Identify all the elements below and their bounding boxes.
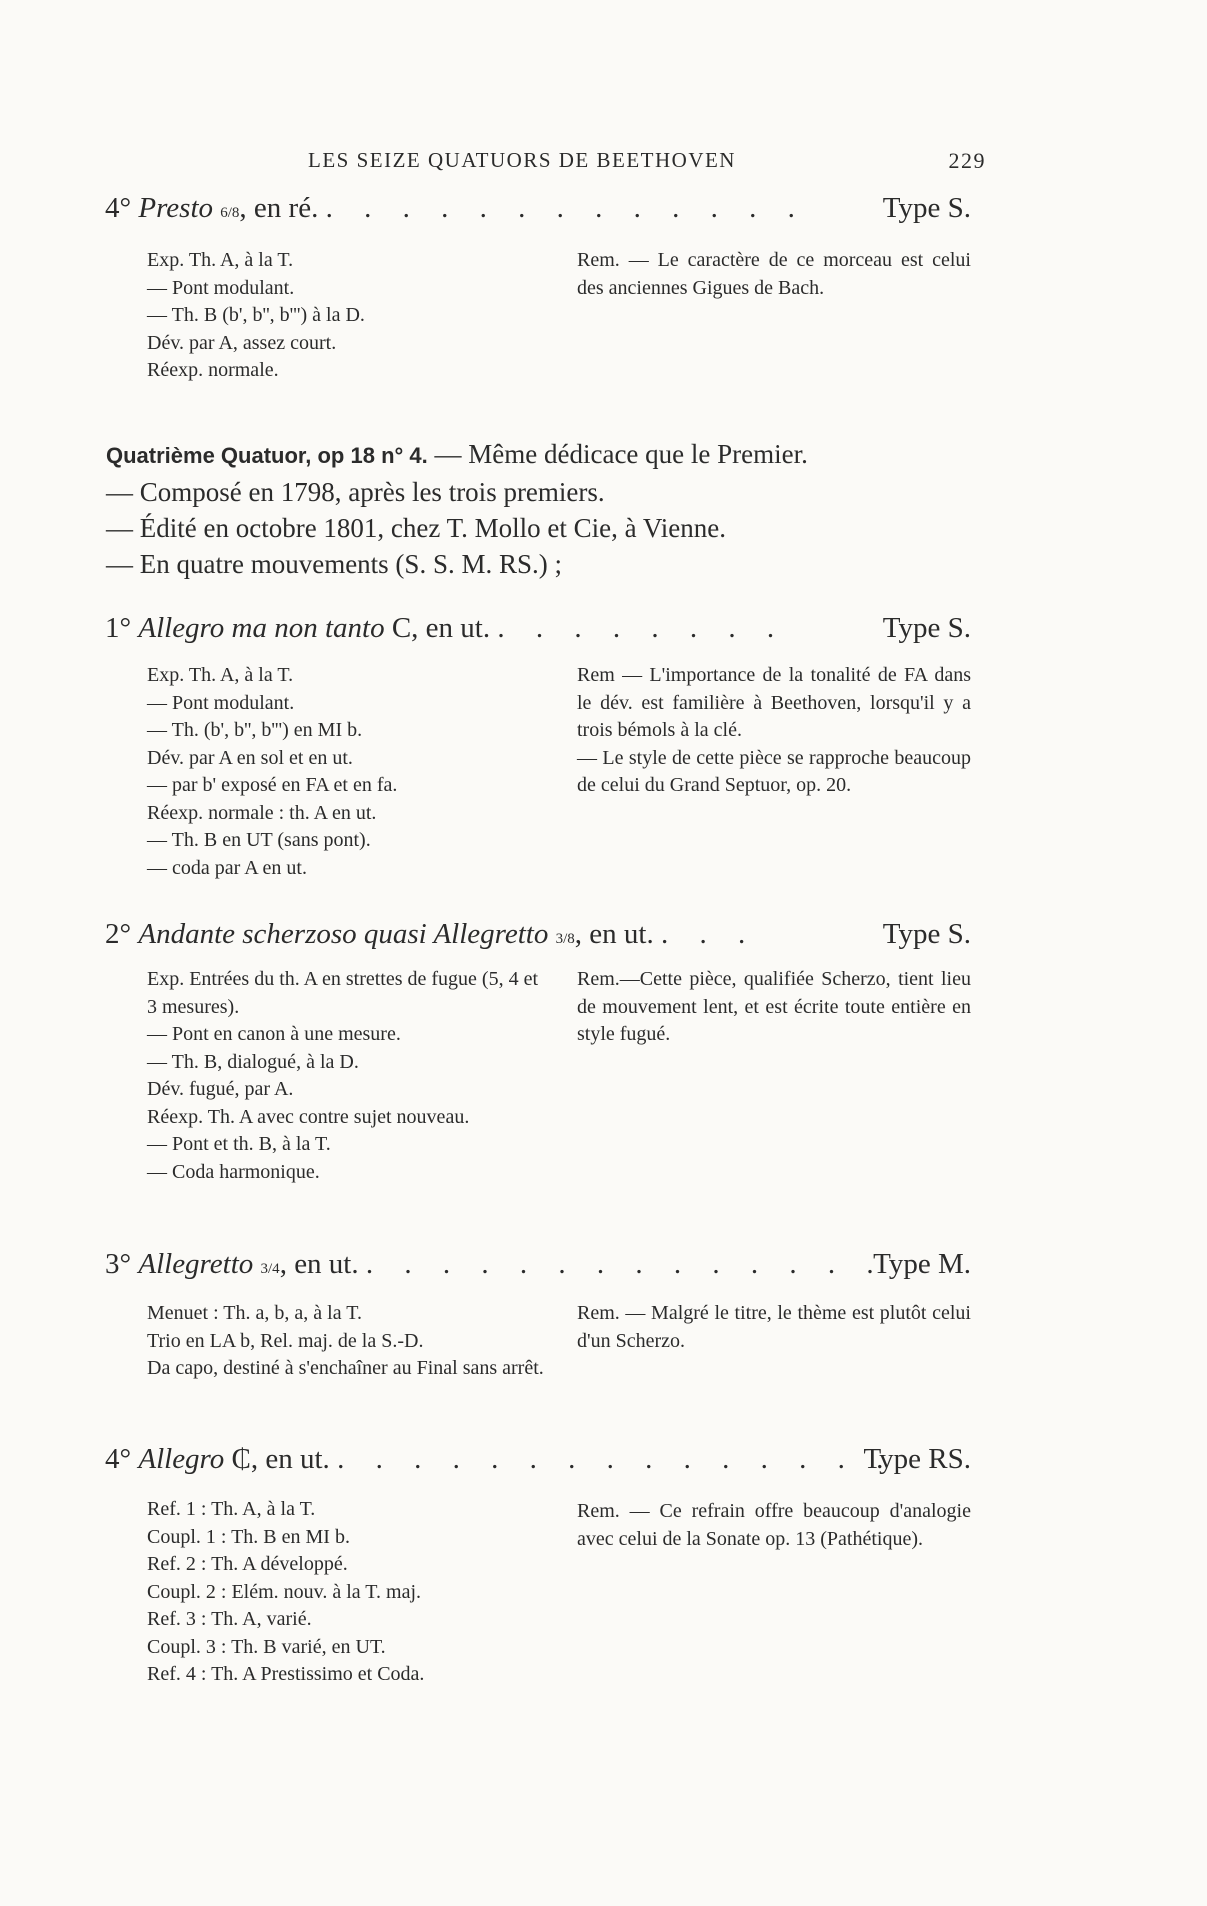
leader-dots: . . . . . . . . . . . . . . <box>365 1248 886 1280</box>
time-signature: 6/8 <box>220 205 240 221</box>
analysis-line: Coupl. 2 : Elém. nouv. à la T. maj. <box>147 1580 422 1603</box>
remark-presto <box>577 247 971 302</box>
analysis-left-presto <box>147 247 547 385</box>
page-number: 229 <box>948 148 986 173</box>
tempo-marking: Allegretto <box>138 1248 254 1280</box>
movement-type: Type S. <box>882 612 971 644</box>
leader-dots: . . . . . . . . <box>497 612 787 644</box>
quatuor-composed: — Composé en 1798, après les trois premiers. <box>106 477 605 507</box>
analysis-line: — coda par A en ut. <box>147 856 307 879</box>
analysis-line: — Th. B en UT (sans pont). <box>147 829 371 851</box>
leader-dots: . . . . . . . . . . . . . . . <box>337 1443 896 1475</box>
analysis-line: Dév. par A, assez court. <box>147 331 337 354</box>
quatuor-movements: — En quatre mouvements (S. S. M. RS.) ; <box>106 549 562 579</box>
running-title: LES SEIZE QUATUORS DE BEETHOVEN <box>308 148 736 172</box>
tempo-marking: Allegro ma non tanto <box>138 612 385 644</box>
remark-text: Rem. — Ce refrain offre beaucoup d'analogie avec celui de la Sonate op. 13 (Pathétique). <box>577 1500 971 1550</box>
analysis-left-3 <box>147 1300 547 1383</box>
remark-text: — Le style de cette pièce se rapproche beaucoup de celui du Grand Septuor, op. 20. <box>577 746 971 796</box>
movement-type: Type S. <box>882 918 971 950</box>
analysis-line: Exp. Th. A, à la T. <box>147 664 294 686</box>
running-header <box>300 148 986 178</box>
quatuor-title: Quatrième Quatuor, op 18 n° 4. <box>106 443 428 468</box>
leader-dots: . . . . . . . . . . . . . <box>325 192 807 224</box>
movement-number: 1° <box>105 612 132 644</box>
quatuor-edited: — Édité en octobre 1801, chez T. Mollo et Cie, à Vienne. <box>106 513 726 543</box>
analysis-line: Coupl. 1 : Th. B en MI b. <box>147 1525 350 1548</box>
analysis-line: Ref. 1 : Th. A, à la T. <box>147 1498 316 1520</box>
analysis-line: — Th. B, dialogué, à la D. <box>147 1050 359 1073</box>
quatuor-intro <box>106 436 972 582</box>
movement-heading-3 <box>105 1248 971 1284</box>
time-signature: 3/4 <box>260 1261 280 1277</box>
analysis-line: Réexp. Th. A avec contre sujet nouveau. <box>147 1105 470 1128</box>
movement-number: 3° <box>105 1248 132 1280</box>
tempo-marking: Presto <box>138 192 213 224</box>
analysis-line: — Th. B (b', b'', b''') à la D. <box>147 304 365 326</box>
analysis-line: Réexp. normale : th. A en ut. <box>147 801 377 824</box>
key-label: , en ré. <box>239 192 319 224</box>
analysis-line: Dév. fugué, par A. <box>147 1078 294 1100</box>
quatuor-dedication: — Même dédicace que le Premier. <box>434 439 808 469</box>
analysis-line: Ref. 3 : Th. A, varié. <box>147 1608 312 1630</box>
time-signature: C <box>391 612 412 644</box>
analysis-line: Dév. par A en sol et en ut. <box>147 746 353 769</box>
remark-text: Rem. — Malgré le titre, le thème est plutôt celui d'un Scherzo. <box>577 1302 971 1352</box>
movement-heading-2 <box>105 918 971 954</box>
analysis-line: Trio en LA b, Rel. maj. de la S.-D. <box>147 1329 424 1352</box>
analysis-line: — Th. (b', b'', b''') en MI b. <box>147 719 363 741</box>
remark-text: Rem.—Cette pièce, qualifiée Scherzo, tient lieu de mouvement lent, et est écrite toute entière en style fugué. <box>577 968 971 1045</box>
movement-heading-1 <box>105 612 971 648</box>
analysis-line: Ref. 4 : Th. A Prestissimo et Coda. <box>147 1663 425 1685</box>
movement-type: Type RS. <box>863 1443 971 1475</box>
movement-type: Type M. <box>873 1248 971 1280</box>
analysis-line: Da capo, destiné à s'enchaîner au Final sans arrêt. <box>147 1357 544 1379</box>
analysis-line: — Pont en canon à une mesure. <box>147 1023 401 1045</box>
tempo-marking: Andante scherzoso quasi Allegretto <box>138 918 549 950</box>
movement-heading-4 <box>105 1443 971 1479</box>
remark-text: Rem. — Le caractère de ce morceau est celui des anciennes Gigues de Bach. <box>577 249 971 299</box>
movement-number: 4° <box>105 192 132 224</box>
analysis-left-1 <box>147 662 547 882</box>
analysis-line: — Coda harmonique. <box>147 1160 320 1183</box>
remark-2 <box>577 966 971 1049</box>
key-label: , en ut. <box>574 918 654 950</box>
analysis-line: Ref. 2 : Th. A développé. <box>147 1553 348 1575</box>
analysis-line: Menuet : Th. a, b, a, à la T. <box>147 1302 362 1324</box>
key-label: , en ut. <box>411 612 491 644</box>
movement-heading-presto <box>105 192 971 228</box>
remark-4 <box>577 1498 971 1553</box>
key-label: , en ut. <box>279 1248 359 1280</box>
analysis-line: Coupl. 3 : Th. B varié, en UT. <box>147 1635 386 1658</box>
remark-text: Rem — L'importance de la tonalité de FA dans le dév. est familière à Beethoven, lorsqu'il y a trois bémols à la clé. <box>577 664 971 741</box>
time-signature: 3/8 <box>555 931 575 947</box>
analysis-line: — Pont modulant. <box>147 691 295 714</box>
movement-type: Type S. <box>882 192 971 224</box>
analysis-left-4 <box>147 1496 547 1689</box>
movement-number: 4° <box>105 1443 132 1475</box>
key-label: , en ut. <box>250 1443 330 1475</box>
analysis-line: Exp. Th. A, à la T. <box>147 249 294 271</box>
analysis-left-2 <box>147 966 547 1186</box>
time-signature: ₵ <box>231 1443 251 1475</box>
analysis-line: — Pont et th. B, à la T. <box>147 1133 331 1155</box>
movement-number: 2° <box>105 918 132 950</box>
analysis-line: Réexp. normale. <box>147 359 279 381</box>
leader-dots: . . . <box>660 918 758 950</box>
remark-3 <box>577 1300 971 1355</box>
analysis-line: — par b' exposé en FA et en fa. <box>147 774 398 796</box>
analysis-line: Exp. Entrées du th. A en strettes de fugue (5, 4 et 3 mesures). <box>147 968 539 1018</box>
analysis-line: — Pont modulant. <box>147 276 295 299</box>
remark-1 <box>577 662 971 800</box>
tempo-marking: Allegro <box>138 1443 225 1475</box>
